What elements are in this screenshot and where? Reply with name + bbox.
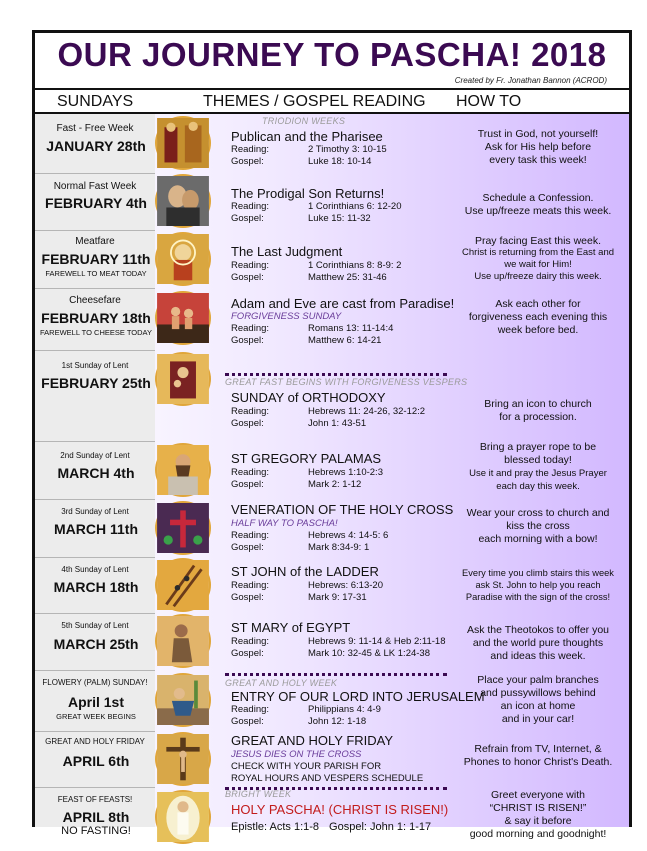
participation-line: Use up/freeze meats this week. bbox=[464, 205, 612, 217]
gospel-ref: John 1: 43-51 bbox=[308, 418, 367, 429]
row-divider bbox=[35, 230, 155, 231]
epistle-gospel-line bbox=[231, 821, 431, 833]
reading-label: Reading: bbox=[231, 704, 270, 715]
schedule-table bbox=[35, 114, 629, 840]
week-date: April 1st bbox=[67, 694, 124, 710]
reading-label: Reading: bbox=[231, 406, 270, 417]
participation-line: each day this week. bbox=[496, 481, 580, 492]
gospel-ref: John 12: 1-18 bbox=[308, 716, 367, 727]
reading-label: Reading: bbox=[231, 636, 270, 647]
reading-line bbox=[231, 530, 388, 541]
week-date: FEBRUARY 18th bbox=[41, 310, 151, 326]
participation-line: blessed today! bbox=[504, 454, 572, 466]
gospel-label: Gospel: bbox=[231, 156, 264, 167]
week-label: 5th Sunday of Lent bbox=[61, 621, 129, 630]
reading-line bbox=[231, 323, 393, 334]
row-divider bbox=[35, 441, 155, 442]
publican-pharisee-icon bbox=[155, 116, 211, 170]
theotokos-icon bbox=[155, 352, 211, 406]
reading-line bbox=[231, 144, 387, 155]
week-theme: SUNDAY of ORTHODOXY bbox=[231, 390, 386, 405]
week-date: MARCH 25th bbox=[53, 636, 139, 652]
reading-label: Reading: bbox=[231, 260, 270, 271]
reading-label: Reading: bbox=[231, 201, 270, 212]
week-row bbox=[35, 441, 629, 499]
prodigal-son-icon bbox=[155, 174, 211, 228]
st-gregory-palamas-icon bbox=[155, 443, 211, 497]
week-date: FEBRUARY 4th bbox=[45, 195, 147, 211]
poster-frame bbox=[32, 30, 632, 840]
participation-line: forgiveness each evening this bbox=[468, 311, 608, 323]
resurrection-icon bbox=[155, 790, 211, 844]
week-label: 4th Sunday of Lent bbox=[61, 565, 129, 574]
participation-line: we wait for Him! bbox=[504, 259, 572, 270]
reading-ref: Philippians 4: 4-9 bbox=[308, 704, 381, 715]
gospel-label: Gospel: bbox=[231, 272, 264, 283]
gospel-label: Gospel: bbox=[231, 335, 264, 346]
gospel-ref: Gospel: John 1: 1-17 bbox=[329, 821, 432, 833]
gospel-ref: Matthew 25: 31-46 bbox=[308, 272, 387, 283]
row-divider bbox=[35, 173, 155, 174]
gospel-line bbox=[231, 418, 366, 429]
participation-line: an icon at home bbox=[500, 700, 576, 712]
participation-line: Every time you climb stairs this week bbox=[462, 568, 614, 578]
participation-line: ask St. John to help you reach bbox=[475, 580, 601, 590]
week-date: APRIL 8th bbox=[62, 809, 130, 825]
week-row bbox=[35, 787, 629, 840]
parish-note-line: ROYAL HOURS AND VESPERS SCHEDULE bbox=[231, 773, 424, 784]
participation-text bbox=[455, 398, 621, 424]
participation-line: Use it and pray the Jesus Prayer bbox=[469, 468, 607, 479]
participation-text bbox=[455, 298, 621, 337]
participation-text bbox=[455, 674, 621, 726]
week-row bbox=[35, 613, 629, 670]
adam-eve-icon bbox=[155, 291, 211, 345]
week-row bbox=[35, 731, 629, 787]
participation-line: Paradise with the sign of the cross! bbox=[465, 592, 611, 602]
week-theme: The Prodigal Son Returns! bbox=[231, 186, 385, 201]
participation-text bbox=[455, 743, 621, 769]
reading-label: Reading: bbox=[231, 467, 270, 478]
week-theme: ENTRY OF OUR LORD INTO JERUSALEM bbox=[231, 689, 485, 704]
row-divider bbox=[35, 499, 155, 500]
week-row bbox=[35, 499, 629, 557]
week-label: Meatfare bbox=[75, 236, 115, 247]
participation-line: kiss the cross bbox=[506, 520, 570, 532]
participation-line: Use up/freeze dairy this week. bbox=[474, 271, 602, 282]
participation-text bbox=[455, 624, 621, 663]
week-theme: VENERATION OF THE HOLY CROSS bbox=[231, 502, 454, 517]
participation-line: Phones to honor Christ's Death. bbox=[463, 756, 613, 768]
bright-week-tag: BRIGHT WEEK bbox=[225, 789, 292, 799]
participation-text bbox=[455, 789, 621, 841]
row-divider bbox=[35, 670, 155, 671]
gospel-ref: Mark 10: 32-45 & LK 1:24-38 bbox=[308, 648, 430, 659]
week-row bbox=[35, 173, 629, 230]
reading-ref: 1 Corinthians 6: 12-20 bbox=[308, 201, 402, 212]
themes-header: THEMES / GOSPEL READING bbox=[203, 93, 426, 110]
week-label: Normal Fast Week bbox=[53, 181, 137, 192]
gospel-label: Gospel: bbox=[231, 648, 264, 659]
participation-line: Trust in God, not yourself! bbox=[477, 128, 599, 140]
gospel-ref: Mark 8:34-9: 1 bbox=[308, 542, 370, 553]
st-mary-egypt-icon bbox=[155, 614, 211, 668]
week-theme: ST MARY of EGYPT bbox=[231, 620, 351, 635]
palm-sunday-icon bbox=[155, 673, 211, 727]
epistle-ref: Epistle: Acts 1:1-8 bbox=[231, 821, 320, 833]
week-row bbox=[35, 288, 629, 350]
gospel-line bbox=[231, 335, 381, 346]
row-divider bbox=[35, 288, 155, 289]
last-judgment-icon bbox=[155, 232, 211, 286]
gospel-line bbox=[231, 648, 430, 659]
reading-label: Reading: bbox=[231, 144, 270, 155]
week-note: FAREWELL TO CHEESE TODAY bbox=[40, 328, 152, 337]
week-subtitle: JESUS DIES ON THE CROSS bbox=[231, 749, 362, 760]
reading-line bbox=[231, 406, 425, 417]
reading-label: Reading: bbox=[231, 580, 270, 591]
participation-line: and pussywillows behind bbox=[480, 687, 596, 699]
gospel-label: Gospel: bbox=[231, 592, 264, 603]
participation-line: Refrain from TV, Internet, & bbox=[474, 743, 602, 755]
reading-line bbox=[231, 636, 445, 647]
participation-line: and ideas this week. bbox=[490, 650, 586, 662]
participation-line: Ask each other for bbox=[495, 298, 581, 310]
reading-ref: Romans 13: 11-14:4 bbox=[308, 323, 394, 334]
participation-line: each morning with a bow! bbox=[478, 533, 598, 545]
reading-label: Reading: bbox=[231, 323, 270, 334]
participation-line: Bring a prayer rope to be bbox=[479, 441, 597, 453]
reading-line bbox=[231, 201, 401, 212]
week-row bbox=[35, 350, 629, 429]
gospel-label: Gospel: bbox=[231, 479, 264, 490]
participation-line: good morning and goodnight! bbox=[469, 828, 607, 840]
gospel-ref: Luke 18: 10-14 bbox=[308, 156, 372, 167]
participation-line: & say it before bbox=[504, 815, 572, 827]
week-label: 2nd Sunday of Lent bbox=[60, 451, 130, 460]
week-label: FLOWERY (PALM) SUNDAY! bbox=[42, 678, 148, 687]
row-divider bbox=[35, 557, 155, 558]
participation-text bbox=[455, 235, 621, 283]
gospel-label: Gospel: bbox=[231, 542, 264, 553]
reading-ref: Hebrews 9: 11-14 & Heb 2:11-18 bbox=[308, 636, 446, 647]
gospel-label: Gospel: bbox=[231, 418, 264, 429]
week-label: 1st Sunday of Lent bbox=[61, 361, 129, 370]
holy-cross-icon bbox=[155, 501, 211, 555]
participation-line: Ask for His help before bbox=[484, 141, 592, 153]
reading-line bbox=[231, 580, 383, 591]
participation-line: and in your car! bbox=[501, 713, 575, 725]
gospel-line bbox=[231, 272, 387, 283]
sundays-header: SUNDAYS bbox=[57, 93, 134, 110]
reading-ref: Hebrews: 6:13-20 bbox=[308, 580, 383, 591]
gospel-ref: Mark 2: 1-12 bbox=[308, 479, 362, 490]
gospel-ref: Luke 15: 11-32 bbox=[308, 213, 371, 224]
week-label: Cheesefare bbox=[69, 295, 121, 306]
reading-line bbox=[231, 467, 383, 478]
week-note: NO FASTING! bbox=[61, 825, 131, 837]
gospel-line bbox=[231, 479, 361, 490]
participation-line: Pray facing East this week. bbox=[474, 235, 602, 247]
participation-line: Wear your cross to church and bbox=[466, 507, 610, 519]
crucifixion-icon bbox=[155, 732, 211, 786]
week-row bbox=[35, 557, 629, 613]
gospel-label: Gospel: bbox=[231, 213, 264, 224]
reading-line bbox=[231, 260, 401, 271]
week-date: MARCH 18th bbox=[53, 579, 139, 595]
week-theme: Adam and Eve are cast from Paradise! bbox=[231, 296, 455, 311]
parish-note-line: CHECK WITH YOUR PARISH FOR bbox=[231, 761, 382, 772]
participation-line: and the world pure thoughts bbox=[472, 637, 604, 649]
week-date: MARCH 11th bbox=[53, 521, 138, 537]
week-row bbox=[35, 114, 629, 173]
gospel-ref: Mark 9: 17-31 bbox=[308, 592, 367, 603]
triodion-tag: TRIODION WEEKS bbox=[262, 116, 346, 126]
week-date: MARCH 4th bbox=[57, 465, 135, 481]
participation-text bbox=[455, 441, 621, 493]
week-label: 3rd Sunday of Lent bbox=[61, 507, 129, 516]
author-credit: Created by Fr. Jonathan Bannon (ACROD) bbox=[454, 76, 607, 85]
reading-line bbox=[231, 704, 381, 715]
participation-line: “CHRIST IS RISEN!” bbox=[489, 802, 587, 814]
reading-ref: Hebrews 1:10-2:3 bbox=[308, 467, 383, 478]
week-date: APRIL 6th bbox=[62, 753, 130, 769]
participation-line: every task this week! bbox=[489, 154, 587, 166]
week-label: FEAST OF FEASTS! bbox=[57, 795, 133, 804]
week-theme: HOLY PASCHA! (CHRIST IS RISEN!) bbox=[231, 802, 449, 817]
participation-line: Schedule a Confession. bbox=[482, 192, 594, 204]
participate-header: HOW TO bbox=[456, 93, 522, 110]
ladder-icon bbox=[155, 558, 211, 612]
participation-text bbox=[455, 192, 621, 218]
column-headers bbox=[35, 88, 629, 114]
participation-text bbox=[455, 507, 621, 546]
week-row bbox=[35, 670, 629, 731]
week-note: GREAT WEEK BEGINS bbox=[56, 712, 136, 721]
participation-line: week before bed. bbox=[497, 324, 579, 336]
holy-week-tag: GREAT AND HOLY WEEK bbox=[225, 678, 338, 688]
week-theme: Publican and the Pharisee bbox=[231, 129, 383, 144]
gospel-line bbox=[231, 592, 367, 603]
gospel-line bbox=[231, 156, 371, 167]
page-title: OUR JOURNEY TO PASCHA! 2018 bbox=[57, 36, 607, 73]
week-date: FEBRUARY 25th bbox=[41, 375, 151, 391]
reading-ref: Hebrews 11: 24-26, 32-12:2 bbox=[308, 406, 426, 417]
reading-ref: 1 Corinthians 8: 8-9: 2 bbox=[308, 260, 402, 271]
week-subtitle: HALF WAY TO PASCHA! bbox=[231, 518, 338, 529]
row-divider bbox=[35, 350, 155, 351]
row-divider bbox=[35, 731, 155, 732]
participation-text bbox=[455, 567, 621, 603]
participation-text bbox=[455, 128, 621, 167]
week-row bbox=[35, 230, 629, 288]
week-date: JANUARY 28th bbox=[46, 138, 146, 154]
row-divider bbox=[35, 787, 155, 788]
participation-line: Christ is returning from the East and bbox=[461, 247, 615, 258]
week-theme: The Last Judgment bbox=[231, 244, 343, 259]
gospel-ref: Matthew 6: 14-21 bbox=[308, 335, 382, 346]
week-label: GREAT AND HOLY FRIDAY bbox=[45, 737, 145, 746]
week-subtitle: FORGIVENESS SUNDAY bbox=[231, 311, 342, 322]
gospel-line bbox=[231, 542, 369, 553]
gospel-line bbox=[231, 213, 371, 224]
week-note: FAREWELL TO MEAT TODAY bbox=[45, 269, 147, 278]
participation-line: Ask the Theotokos to offer you bbox=[466, 624, 610, 636]
gospel-label: Gospel: bbox=[231, 716, 264, 727]
great-fast-tag: GREAT FAST BEGINS WITH FORGIVENESS VESPERS bbox=[225, 377, 468, 387]
week-theme: ST JOHN of the LADDER bbox=[231, 564, 379, 579]
week-theme: GREAT AND HOLY FRIDAY bbox=[231, 733, 394, 748]
reading-ref: Hebrews 4: 14-5: 6 bbox=[308, 530, 389, 541]
reading-ref: 2 Timothy 3: 10-15 bbox=[308, 144, 387, 155]
reading-label: Reading: bbox=[231, 530, 270, 541]
week-label: Fast - Free Week bbox=[56, 123, 134, 134]
week-theme: ST GREGORY PALAMAS bbox=[231, 451, 382, 466]
week-date: FEBRUARY 11th bbox=[41, 251, 151, 267]
participation-line: Greet everyone with bbox=[491, 789, 585, 801]
row-divider bbox=[35, 613, 155, 614]
participation-line: Place your palm branches bbox=[477, 674, 599, 686]
participation-line: for a procession. bbox=[499, 411, 577, 423]
participation-line: Bring an icon to church bbox=[484, 398, 592, 410]
gospel-line bbox=[231, 716, 366, 727]
